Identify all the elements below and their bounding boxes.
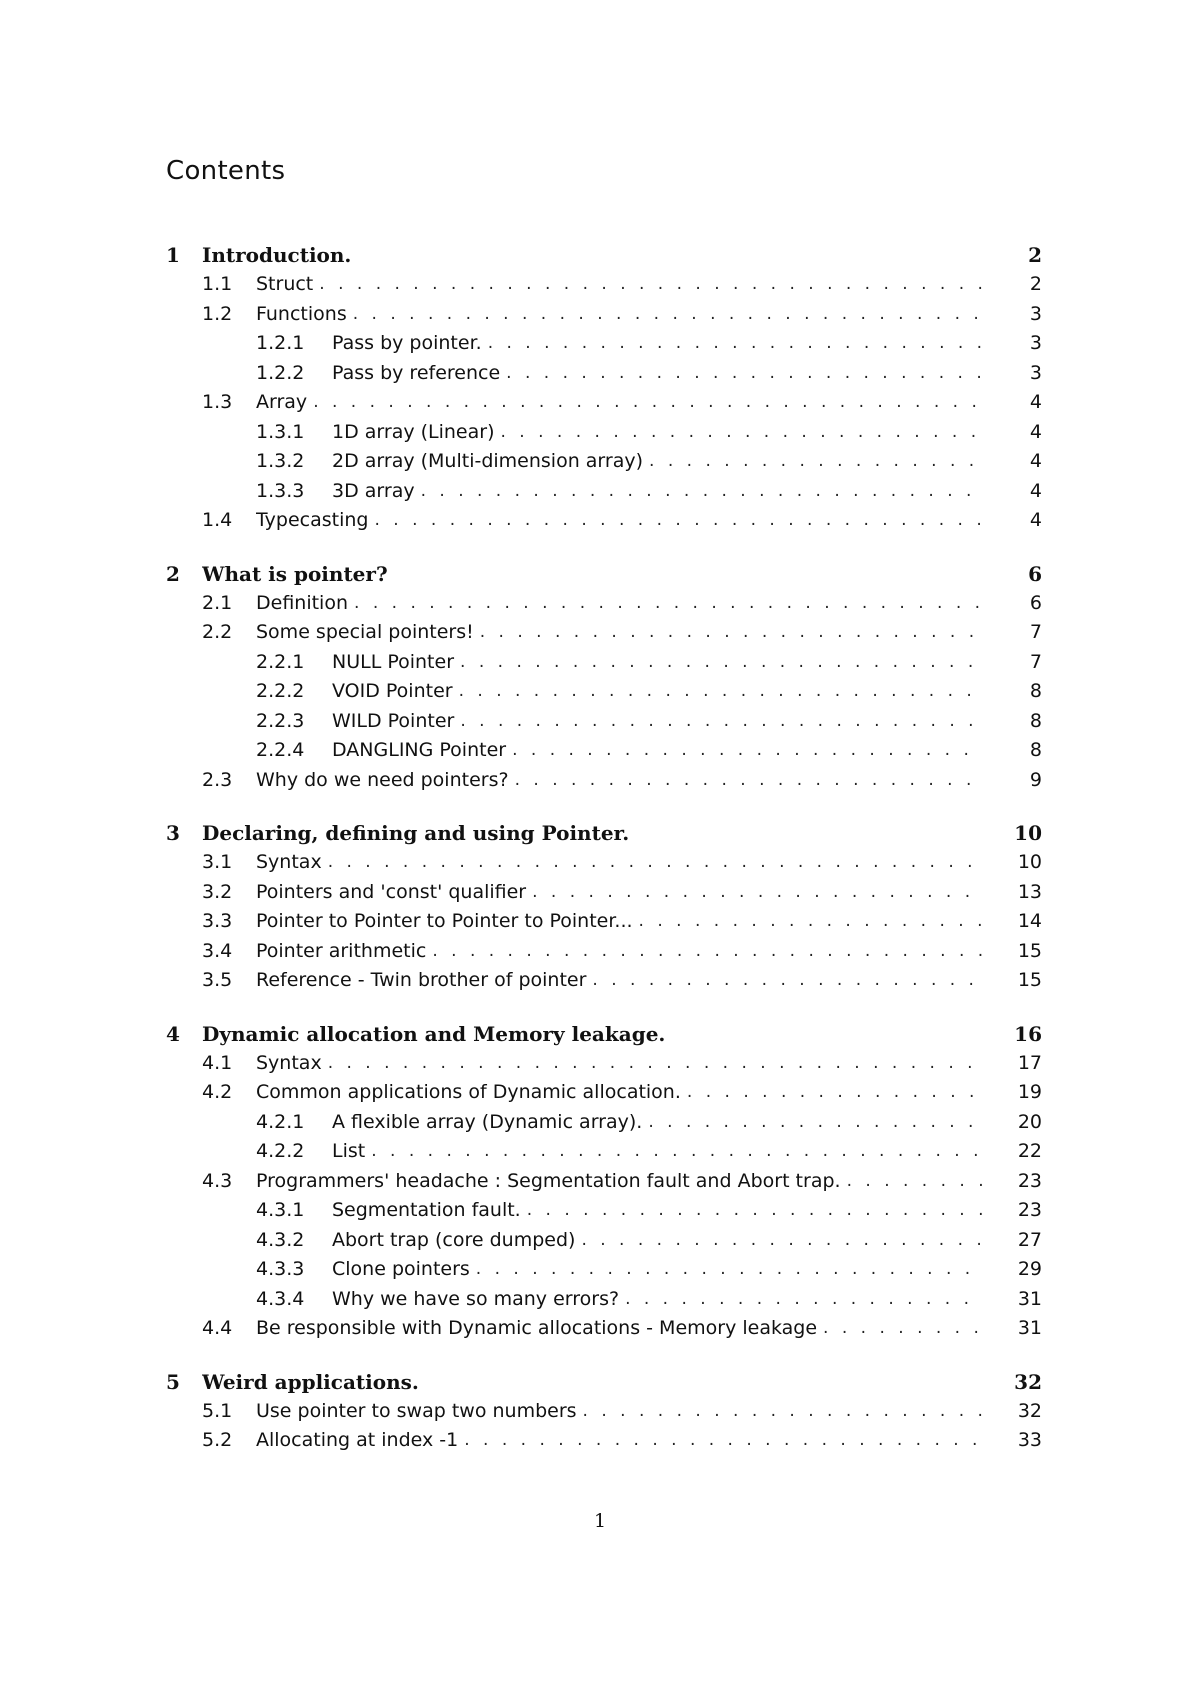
toc-entry-text — [332, 1285, 984, 1315]
toc-entry-page: 16 — [1014, 1021, 1042, 1046]
toc-entry-page: 8 — [1029, 709, 1042, 732]
dot-leader — [313, 388, 984, 418]
toc-section-row[interactable] — [166, 589, 1042, 619]
toc-section-row[interactable] — [166, 648, 1042, 678]
toc-section-row[interactable] — [166, 477, 1042, 507]
dot-leader — [625, 1285, 984, 1315]
toc-entry-title: Programmers' headache : Segmentation fault and Abort trap. — [256, 1167, 847, 1197]
toc-entry-title: Pointer to Pointer to Pointer to Pointer... — [256, 907, 639, 937]
toc-entry-title: 3D array — [332, 477, 421, 507]
toc-section-row[interactable] — [166, 677, 1042, 707]
dot-leader — [488, 329, 984, 359]
toc-entry-text — [332, 1226, 984, 1256]
toc-entry-number: 1.2.2 — [256, 361, 305, 384]
toc-section-row[interactable] — [166, 329, 1042, 359]
toc-entry-title: NULL Pointer — [332, 648, 460, 678]
toc-entry-number: 2.2.1 — [256, 650, 305, 673]
dot-leader — [648, 1108, 984, 1138]
dot-leader — [371, 1137, 984, 1167]
toc-entry-number: 1.1 — [202, 273, 233, 295]
toc-entry-page: 4 — [1029, 391, 1042, 413]
toc-entry-page: 7 — [1029, 650, 1042, 673]
toc-entry-text — [332, 1255, 984, 1285]
toc-entry-title: Common applications of Dynamic allocation. — [256, 1078, 687, 1108]
toc-entry-title: Syntax — [256, 848, 328, 878]
toc-entry-text — [256, 878, 984, 908]
dot-leader — [460, 648, 984, 678]
dot-leader — [480, 618, 984, 648]
toc-entry-title: Struct — [256, 270, 319, 300]
toc-entry-text — [332, 1196, 984, 1226]
toc-entry-number: 4.2 — [202, 1081, 233, 1103]
toc-entry-page: 15 — [1017, 939, 1042, 962]
toc-section-row[interactable] — [166, 418, 1042, 448]
toc-section-row[interactable] — [166, 907, 1042, 937]
toc-entry-title: Weird applications. — [202, 1367, 425, 1397]
toc-entry-text — [332, 736, 984, 766]
toc-entry-text — [332, 447, 984, 477]
toc-entry-text — [256, 589, 984, 619]
toc-entry-title: What is pointer? — [202, 559, 394, 589]
toc-entry-page: 15 — [1017, 969, 1042, 991]
toc-section-row[interactable] — [166, 618, 1042, 648]
dot-leader — [328, 1049, 984, 1079]
dot-leader — [581, 1226, 984, 1256]
toc-chapter-row[interactable] — [166, 818, 1042, 848]
toc-section-row[interactable] — [166, 848, 1042, 878]
toc-entry-number: 2.2.4 — [256, 739, 305, 761]
toc-section-row[interactable] — [166, 1196, 1042, 1226]
toc-entry-title: Pass by pointer. — [332, 329, 488, 359]
toc-entry-text — [256, 1314, 984, 1344]
toc-entry-title: Array — [256, 388, 313, 418]
toc-entry-number: 4.3.4 — [256, 1287, 305, 1310]
toc-entry-text — [256, 300, 984, 330]
dot-leader — [459, 677, 984, 707]
toc-entry-page: 8 — [1029, 739, 1042, 761]
toc-section-row[interactable] — [166, 1078, 1042, 1108]
toc-entry-page: 6 — [1028, 561, 1042, 586]
dot-leader — [328, 848, 984, 878]
page-number: 1 — [593, 1510, 607, 1532]
toc-chapter-row[interactable] — [166, 1019, 1042, 1049]
toc-entry-text — [332, 1137, 984, 1167]
toc-entry-text — [256, 766, 984, 796]
toc-entry-page: 2 — [1029, 273, 1042, 295]
toc-entry-title: Reference - Twin brother of pointer — [256, 966, 592, 996]
toc-section-row[interactable] — [166, 300, 1042, 330]
toc-section-row[interactable] — [166, 1255, 1042, 1285]
toc-section-row[interactable] — [166, 359, 1042, 389]
dot-leader — [532, 878, 984, 908]
toc-entry-number: 5 — [166, 1369, 180, 1394]
toc-entry-page: 20 — [1017, 1110, 1042, 1133]
toc-section-row[interactable] — [166, 937, 1042, 967]
toc-entry-page: 13 — [1017, 880, 1042, 903]
dot-leader — [464, 1426, 984, 1456]
toc-entry-title: Definition — [256, 589, 354, 619]
toc-entry-page: 4 — [1029, 450, 1042, 472]
toc-entry-title: Segmentation fault. — [332, 1196, 527, 1226]
toc-entry-title: Some special pointers! — [256, 618, 480, 648]
toc-entry-page: 31 — [1017, 1317, 1042, 1339]
toc-entry-text — [332, 677, 984, 707]
toc-chapter-5 — [166, 1367, 1042, 1456]
toc-entry-title: Syntax — [256, 1049, 328, 1079]
toc-entry-number: 1.3.1 — [256, 420, 305, 443]
toc-entry-title: Pointers and 'const' qualifier — [256, 878, 532, 908]
toc-entry-title: Allocating at index -1 — [256, 1426, 464, 1456]
toc-entry-page: 8 — [1029, 680, 1042, 702]
toc-entry-page: 3 — [1029, 302, 1042, 325]
dot-leader — [823, 1314, 984, 1344]
toc-entry-page: 23 — [1017, 1199, 1042, 1221]
toc-entry-number: 1.3 — [202, 391, 233, 413]
dot-leader — [319, 270, 984, 300]
toc-entry-number: 2 — [166, 561, 180, 586]
dot-leader — [687, 1078, 984, 1108]
toc-entry-text — [332, 1108, 984, 1138]
toc-entry-page: 22 — [1017, 1140, 1042, 1162]
toc-entry-text — [332, 477, 984, 507]
dot-leader — [421, 477, 984, 507]
toc-entry-page: 3 — [1029, 332, 1042, 354]
dot-leader — [460, 707, 984, 737]
toc-entry-number: 5.2 — [202, 1429, 233, 1451]
toc-section-row[interactable] — [166, 1314, 1042, 1344]
dot-leader — [501, 418, 985, 448]
toc-entry-page: 33 — [1017, 1429, 1042, 1451]
toc-entry-page: 17 — [1017, 1051, 1042, 1074]
toc-entry-title: WILD Pointer — [332, 707, 460, 737]
toc-entry-text — [202, 1019, 984, 1049]
toc-entry-page: 9 — [1029, 768, 1042, 791]
toc-entry-title: List — [332, 1137, 371, 1167]
toc-entry-number: 4.3 — [202, 1169, 233, 1192]
dot-leader — [583, 1397, 984, 1427]
toc-entry-title: DANGLING Pointer — [332, 736, 512, 766]
toc-entry-title: Pass by reference — [332, 359, 506, 389]
toc-entry-title: Be responsible with Dynamic allocations - Memory leakage — [256, 1314, 823, 1344]
toc-entry-title: Why we have so many errors? — [332, 1285, 625, 1315]
page-title: Contents — [166, 156, 286, 186]
toc-entry-number: 4.3.2 — [256, 1228, 305, 1251]
toc-entry-number: 1 — [166, 243, 180, 267]
toc-entry-text — [256, 966, 984, 996]
toc-entry-number: 3.3 — [202, 910, 233, 932]
toc-entry-text — [256, 1049, 984, 1079]
toc-entry-title: Use pointer to swap two numbers — [256, 1397, 583, 1427]
toc-section-row[interactable] — [166, 1226, 1042, 1256]
toc-section-row[interactable] — [166, 1285, 1042, 1315]
toc-entry-page: 10 — [1014, 821, 1042, 845]
toc-entry-number: 3.1 — [202, 851, 233, 873]
toc-entry-title: Declaring, defining and using Pointer. — [202, 818, 635, 848]
toc-entry-page: 10 — [1017, 851, 1042, 873]
toc-entry-title: Why do we need pointers? — [256, 766, 515, 796]
toc-entry-text — [202, 1367, 984, 1397]
toc-entry-title: Introduction. — [202, 240, 357, 270]
toc-entry-text — [332, 329, 984, 359]
toc-entry-number: 4.1 — [202, 1051, 233, 1074]
toc-entry-title: Pointer arithmetic — [256, 937, 432, 967]
toc-entry-text — [332, 418, 984, 448]
toc-entry-number: 1.2 — [202, 302, 233, 325]
toc-entry-page: 29 — [1017, 1258, 1042, 1280]
toc-entry-text — [256, 1426, 984, 1456]
toc-chapter-2 — [166, 559, 1042, 796]
toc-entry-number: 2.2 — [202, 621, 233, 643]
toc-entry-number: 4.3.3 — [256, 1258, 305, 1280]
toc-chapter-row[interactable] — [166, 1367, 1042, 1397]
toc-entry-number: 3 — [166, 821, 180, 845]
toc-entry-number: 3.5 — [202, 969, 233, 991]
toc-entry-title: Functions — [256, 300, 353, 330]
toc-chapter-1 — [166, 240, 1042, 536]
toc-entry-number: 2.2.3 — [256, 709, 305, 732]
toc-entry-number: 4.2.2 — [256, 1140, 305, 1162]
toc-entry-title: Clone pointers — [332, 1255, 476, 1285]
toc-chapter-3 — [166, 818, 1042, 996]
toc-entry-text — [332, 359, 984, 389]
toc-entry-page: 2 — [1028, 243, 1042, 267]
toc-section-row[interactable] — [166, 878, 1042, 908]
toc-entry-text — [256, 848, 984, 878]
dot-leader — [847, 1167, 984, 1197]
toc-entry-page: 14 — [1017, 910, 1042, 932]
toc-section-row[interactable] — [166, 270, 1042, 300]
toc-entry-number: 4.4 — [202, 1317, 233, 1339]
toc-entry-page: 19 — [1017, 1081, 1042, 1103]
toc-entry-title: Dynamic allocation and Memory leakage. — [202, 1019, 671, 1049]
toc-entry-title: 1D array (Linear) — [332, 418, 501, 448]
toc-entry-text — [256, 388, 984, 418]
toc-entry-number: 4.3.1 — [256, 1199, 305, 1221]
toc-section-row[interactable] — [166, 388, 1042, 418]
toc-entry-title: 2D array (Multi-dimension array) — [332, 447, 649, 477]
toc-entry-title: VOID Pointer — [332, 677, 459, 707]
toc-entry-text — [256, 1397, 984, 1427]
toc-entry-number: 4 — [166, 1021, 180, 1046]
toc-section-row[interactable] — [166, 707, 1042, 737]
toc-chapter-row[interactable] — [166, 559, 1042, 589]
toc-entry-page: 7 — [1029, 621, 1042, 643]
toc-entry-title: A flexible array (Dynamic array). — [332, 1108, 648, 1138]
toc-section-row[interactable] — [166, 1167, 1042, 1197]
toc-entry-number: 5.1 — [202, 1399, 233, 1422]
toc-entry-number: 2.1 — [202, 591, 233, 614]
toc-section-row[interactable] — [166, 1049, 1042, 1079]
toc-entry-text — [256, 907, 984, 937]
dot-leader — [512, 736, 984, 766]
toc-entry-page: 32 — [1017, 1399, 1042, 1422]
toc-section-row[interactable] — [166, 1108, 1042, 1138]
toc-entry-number: 1.3.2 — [256, 450, 305, 472]
toc-entry-page: 23 — [1017, 1169, 1042, 1192]
toc-entry-number: 2.2.2 — [256, 680, 305, 702]
toc-chapter-row[interactable] — [166, 240, 1042, 270]
toc-entry-number: 3.2 — [202, 880, 233, 903]
toc-entry-number: 2.3 — [202, 768, 233, 791]
toc-entry-number: 1.2.1 — [256, 332, 305, 354]
dot-leader — [506, 359, 984, 389]
toc-entry-text — [202, 818, 984, 848]
toc-entry-text — [256, 937, 984, 967]
toc-entry-page: 4 — [1029, 479, 1042, 502]
dot-leader — [515, 766, 984, 796]
toc-entry-text — [202, 240, 984, 270]
toc-section-row[interactable] — [166, 736, 1042, 766]
toc-entry-number: 1.4 — [202, 509, 233, 531]
toc-entry-text — [332, 707, 984, 737]
toc-entry-text — [256, 618, 984, 648]
toc-chapter-4 — [166, 1019, 1042, 1344]
toc-entry-page: 27 — [1017, 1228, 1042, 1251]
dot-leader — [639, 907, 984, 937]
toc-section-row[interactable] — [166, 766, 1042, 796]
toc-section-row[interactable] — [166, 447, 1042, 477]
toc-entry-page: 31 — [1017, 1287, 1042, 1310]
toc-entry-number: 1.3.3 — [256, 479, 305, 502]
toc-entry-text — [202, 559, 984, 589]
toc-section-row[interactable] — [166, 506, 1042, 536]
dot-leader — [354, 589, 984, 619]
toc-entry-text — [332, 648, 984, 678]
dot-leader — [649, 447, 984, 477]
toc-entry-number: 3.4 — [202, 939, 233, 962]
dot-leader — [374, 506, 984, 536]
toc-entry-number: 4.2.1 — [256, 1110, 305, 1133]
table-of-contents — [166, 240, 1042, 1479]
dot-leader — [432, 937, 984, 967]
toc-section-row[interactable] — [166, 1426, 1042, 1456]
toc-section-row[interactable] — [166, 1137, 1042, 1167]
dot-leader — [592, 966, 984, 996]
toc-entry-title: Typecasting — [256, 506, 374, 536]
toc-entry-text — [256, 1078, 984, 1108]
toc-section-row[interactable] — [166, 1397, 1042, 1427]
dot-leader — [353, 300, 984, 330]
toc-entry-page: 4 — [1029, 420, 1042, 443]
toc-entry-text — [256, 1167, 984, 1197]
toc-entry-text — [256, 506, 984, 536]
toc-entry-page: 4 — [1029, 509, 1042, 531]
dot-leader — [527, 1196, 984, 1226]
toc-entry-title: Abort trap (core dumped) — [332, 1226, 581, 1256]
toc-entry-page: 32 — [1014, 1369, 1042, 1394]
toc-entry-text — [256, 270, 984, 300]
toc-section-row[interactable] — [166, 966, 1042, 996]
toc-entry-page: 6 — [1029, 591, 1042, 614]
dot-leader — [476, 1255, 984, 1285]
toc-entry-page: 3 — [1029, 361, 1042, 384]
